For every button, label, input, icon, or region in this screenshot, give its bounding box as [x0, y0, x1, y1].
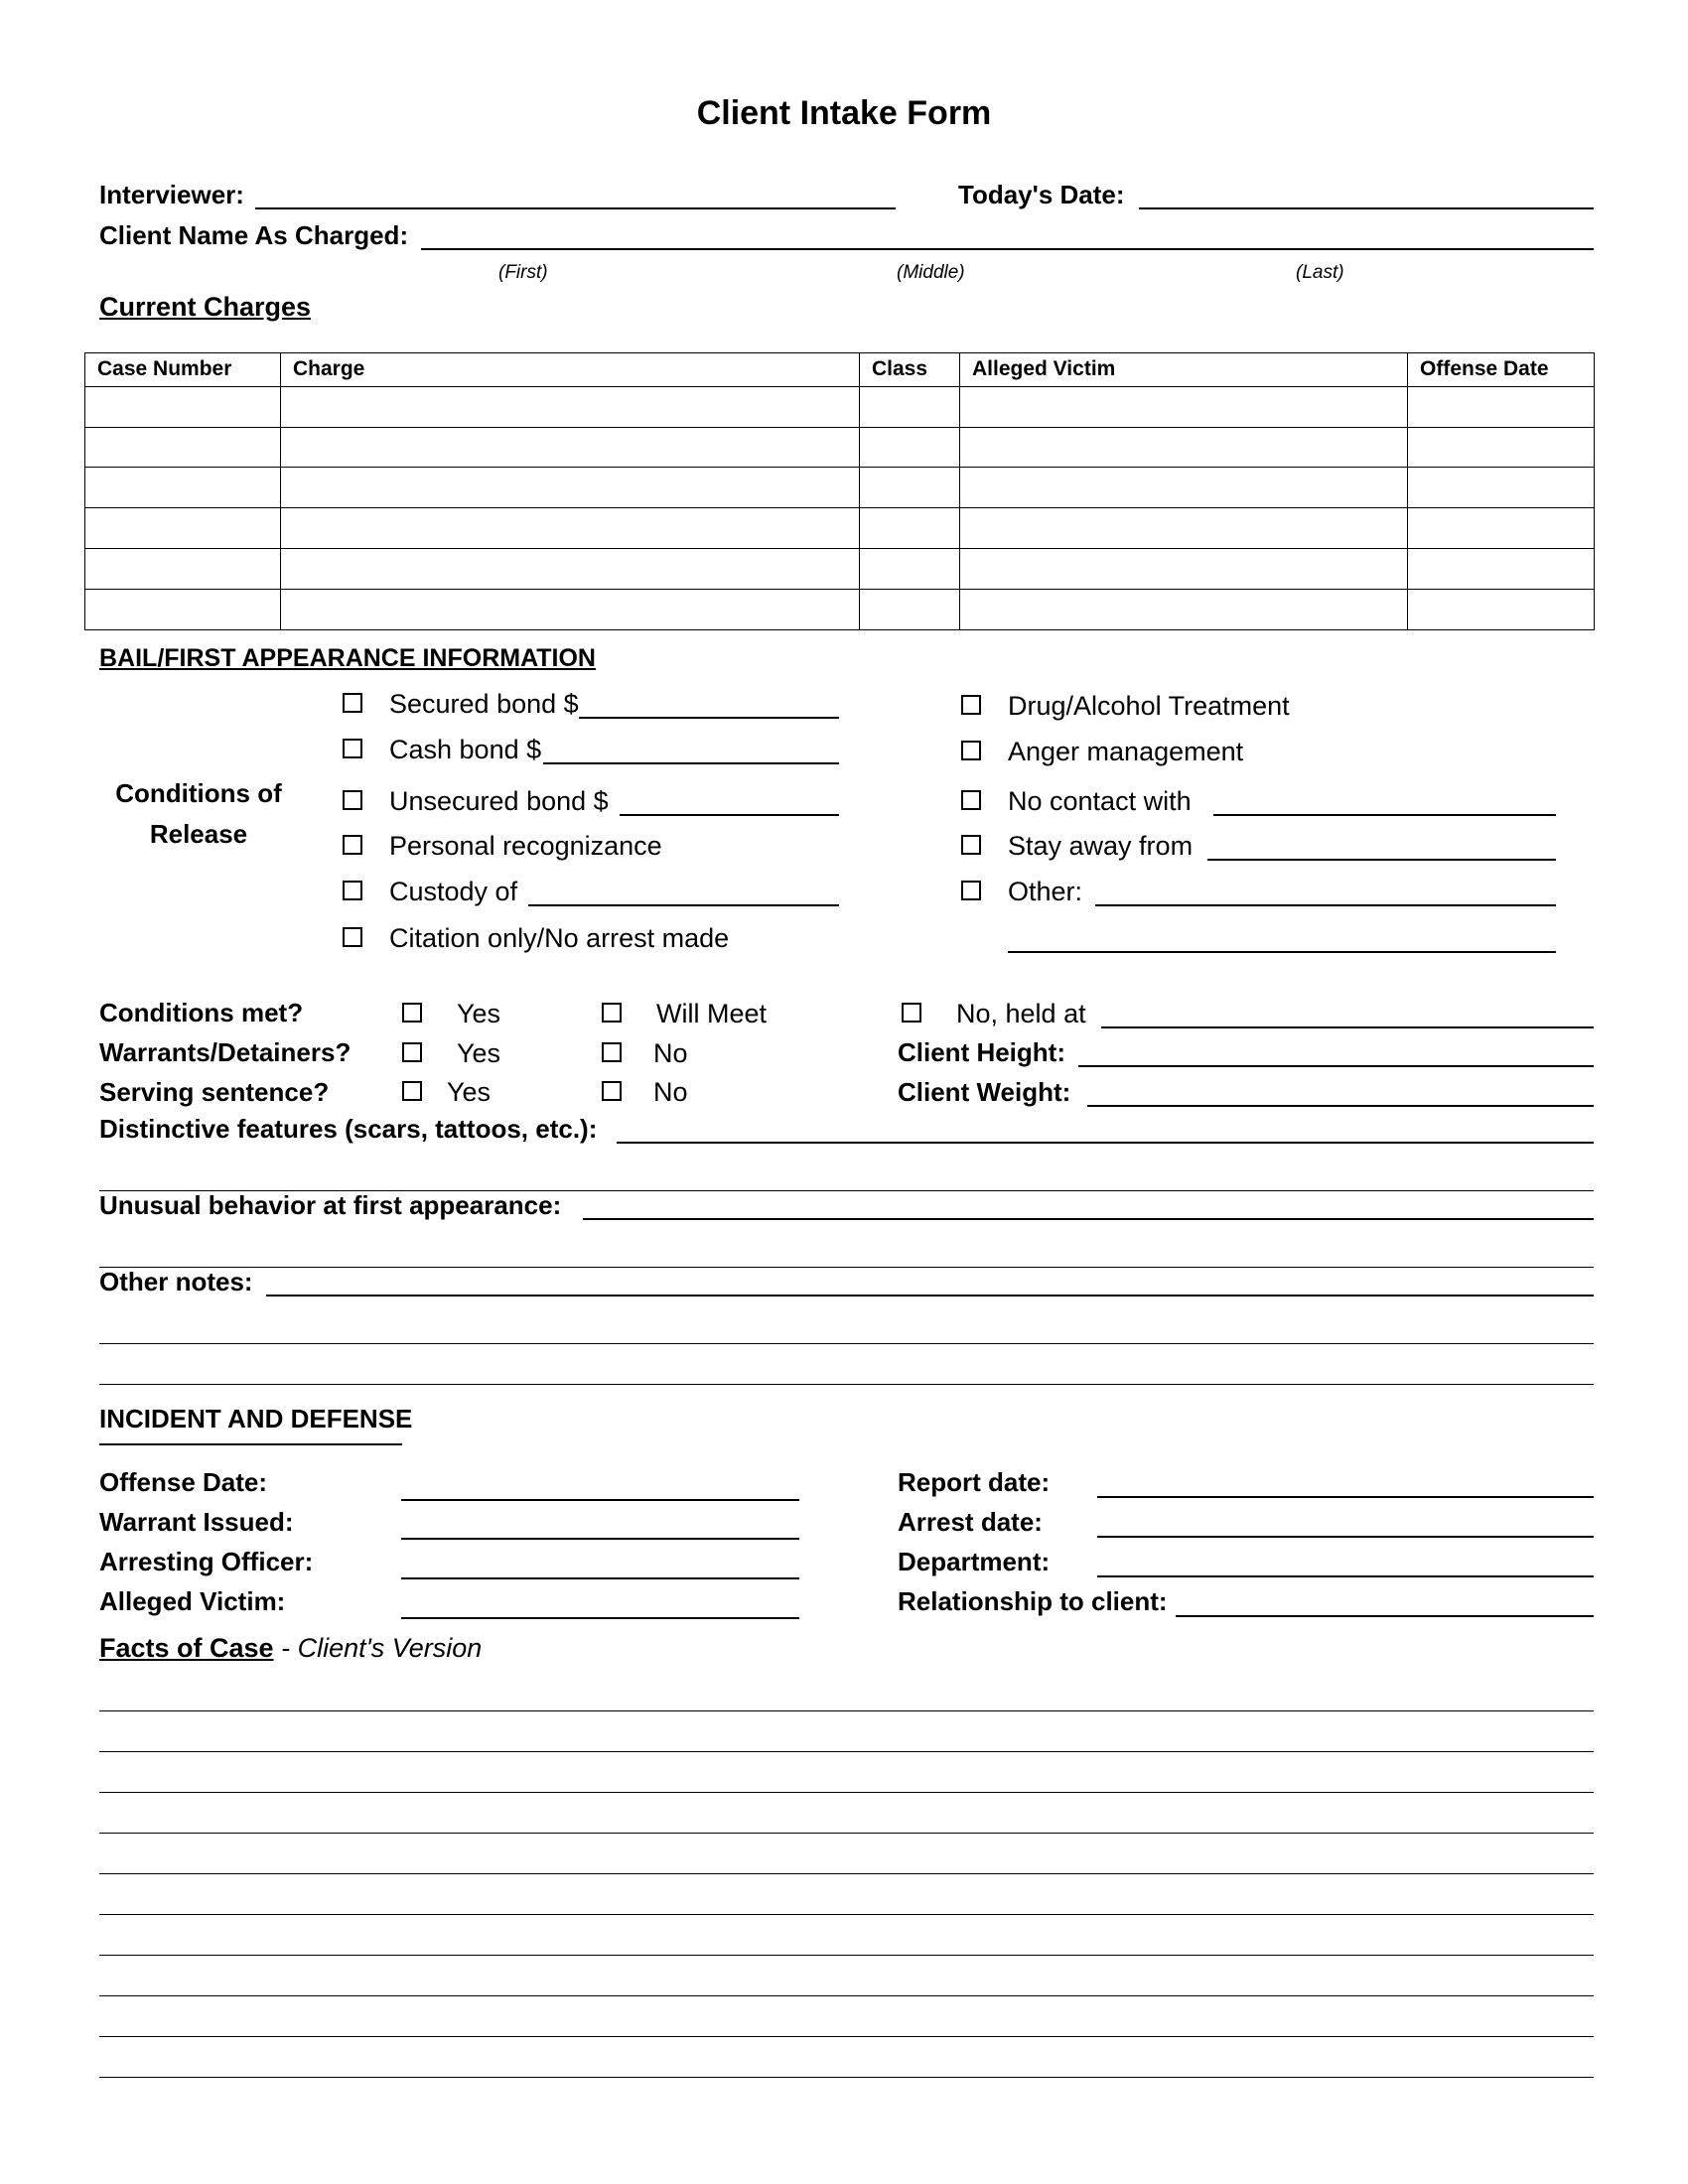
page-title: Client Intake Form	[696, 94, 992, 132]
table-cell[interactable]	[960, 386, 1408, 427]
personal-recognizance-checkbox[interactable]	[343, 835, 362, 855]
facts-line[interactable]	[99, 1751, 1594, 1752]
table-cell[interactable]	[1408, 508, 1595, 549]
other-condition-checkbox[interactable]	[961, 881, 981, 900]
arresting-officer-field[interactable]	[401, 1577, 799, 1579]
report-date-field[interactable]	[1097, 1496, 1594, 1498]
table-row	[85, 468, 1595, 508]
incident-heading: INCIDENT AND DEFENSE	[99, 1404, 413, 1433]
facts-line[interactable]	[99, 1995, 1594, 1996]
unusual-behavior-field[interactable]	[583, 1218, 1594, 1220]
serving-yes-checkbox[interactable]	[402, 1081, 422, 1101]
unsecured-bond-field[interactable]	[620, 814, 839, 816]
other-condition-field-2[interactable]	[1008, 951, 1556, 953]
drug-alcohol-label: Drug/Alcohol Treatment	[1008, 691, 1290, 721]
table-cell[interactable]	[281, 386, 860, 427]
table-row	[85, 386, 1595, 427]
serving-sentence-label: Serving sentence?	[99, 1077, 330, 1107]
relationship-field[interactable]	[1176, 1615, 1594, 1617]
serving-no-label: No	[653, 1077, 688, 1107]
table-cell[interactable]	[1408, 590, 1595, 630]
other-notes-field-3[interactable]	[99, 1384, 1594, 1385]
offense-date-field[interactable]	[401, 1499, 799, 1501]
charges-table	[84, 352, 1595, 630]
interviewer-field[interactable]	[255, 207, 896, 209]
bail-heading: BAIL/FIRST APPEARANCE INFORMATION	[99, 644, 596, 672]
table-cell[interactable]	[85, 590, 281, 630]
conditions-met-will-meet-checkbox[interactable]	[602, 1003, 622, 1023]
unsecured-bond-label: Unsecured bond $	[389, 786, 609, 816]
relationship-label: Relationship to client:	[898, 1586, 1168, 1616]
facts-line[interactable]	[99, 1955, 1594, 1956]
alleged-victim-label: Alleged Victim:	[99, 1586, 286, 1616]
cash-bond-label: Cash bond $	[389, 735, 542, 764]
other-condition-field[interactable]	[1095, 904, 1556, 906]
drug-alcohol-checkbox[interactable]	[961, 695, 981, 715]
warrant-issued-field[interactable]	[401, 1538, 799, 1540]
no-contact-checkbox[interactable]	[961, 790, 981, 810]
table-cell[interactable]	[960, 468, 1408, 508]
warrant-issued-label: Warrant Issued:	[99, 1507, 294, 1537]
col-header-charge: Charge	[281, 353, 860, 387]
today-date-label: Today's Date:	[958, 180, 1125, 209]
unusual-behavior-label: Unusual behavior at first appearance:	[99, 1190, 562, 1220]
table-cell[interactable]	[281, 590, 860, 630]
secured-bond-field[interactable]	[579, 717, 839, 719]
conditions-label-line2: Release	[149, 819, 248, 849]
warrants-yes-checkbox[interactable]	[402, 1042, 422, 1062]
interviewer-label: Interviewer:	[99, 180, 244, 209]
table-cell[interactable]	[860, 549, 960, 590]
table-row	[85, 590, 1595, 630]
table-cell[interactable]	[960, 549, 1408, 590]
conditions-met-yes-label: Yes	[457, 999, 501, 1028]
unsecured-bond-checkbox[interactable]	[343, 790, 362, 810]
client-weight-field[interactable]	[1087, 1105, 1594, 1107]
anger-management-checkbox[interactable]	[961, 741, 981, 760]
arresting-officer-label: Arresting Officer:	[99, 1547, 314, 1576]
conditions-met-will-meet-label: Will Meet	[656, 999, 768, 1028]
charges-header-row	[85, 353, 1595, 387]
table-row	[85, 549, 1595, 590]
cash-bond-field[interactable]	[543, 762, 839, 764]
cash-bond-checkbox[interactable]	[343, 739, 362, 758]
alleged-victim-field[interactable]	[401, 1617, 799, 1619]
table-row	[85, 508, 1595, 549]
warrants-no-label: No	[653, 1038, 688, 1068]
other-notes-field[interactable]	[266, 1295, 1594, 1297]
distinctive-features-field[interactable]	[617, 1142, 1594, 1144]
facts-of-case-suffix: - Client's Version	[281, 1633, 483, 1663]
citation-only-label: Citation only/No arrest made	[389, 923, 730, 953]
table-cell[interactable]	[281, 549, 860, 590]
custody-of-label: Custody of	[389, 877, 518, 906]
facts-of-case-label: Facts of Case	[99, 1633, 274, 1663]
table-cell[interactable]	[85, 427, 281, 468]
serving-yes-label: Yes	[447, 1077, 492, 1107]
other-notes-field-2[interactable]	[99, 1343, 1594, 1344]
conditions-met-no-checkbox[interactable]	[902, 1003, 921, 1023]
anger-management-label: Anger management	[1008, 737, 1244, 766]
warrants-yes-label: Yes	[457, 1038, 501, 1068]
table-cell[interactable]	[1408, 468, 1595, 508]
facts-line[interactable]	[99, 1914, 1594, 1915]
table-cell[interactable]	[85, 468, 281, 508]
client-name-label: Client Name As Charged:	[99, 220, 409, 250]
table-cell[interactable]	[85, 386, 281, 427]
arrest-date-field[interactable]	[1097, 1536, 1594, 1538]
client-weight-label: Client Weight:	[898, 1077, 1071, 1107]
citation-only-checkbox[interactable]	[343, 927, 362, 947]
distinctive-features-label: Distinctive features (scars, tattoos, etc.):	[99, 1114, 598, 1144]
name-first-caption: (First)	[498, 262, 548, 283]
table-cell[interactable]	[860, 427, 960, 468]
other-condition-label: Other:	[1008, 877, 1083, 906]
today-date-field[interactable]	[1139, 207, 1594, 209]
stay-away-field[interactable]	[1207, 859, 1556, 861]
table-cell[interactable]	[281, 427, 860, 468]
table-cell[interactable]	[860, 590, 960, 630]
facts-line[interactable]	[99, 1792, 1594, 1793]
conditions-met-label: Conditions met?	[99, 998, 304, 1027]
warrants-no-checkbox[interactable]	[602, 1042, 622, 1062]
arrest-date-label: Arrest date:	[898, 1507, 1043, 1537]
custody-of-field[interactable]	[528, 904, 839, 906]
col-header-class: Class	[860, 353, 960, 387]
client-height-label: Client Height:	[898, 1037, 1065, 1067]
facts-line[interactable]	[99, 1833, 1594, 1834]
table-cell[interactable]	[281, 468, 860, 508]
table-cell[interactable]	[281, 508, 860, 549]
department-field[interactable]	[1097, 1575, 1594, 1577]
table-cell[interactable]	[1408, 549, 1595, 590]
table-cell[interactable]	[860, 508, 960, 549]
no-contact-field[interactable]	[1213, 814, 1556, 816]
other-notes-label: Other notes:	[99, 1267, 253, 1297]
table-cell[interactable]	[960, 427, 1408, 468]
no-contact-label: No contact with	[1008, 786, 1192, 816]
conditions-met-no-label: No, held at	[956, 999, 1086, 1028]
stay-away-label: Stay away from	[1008, 831, 1194, 861]
offense-date-label: Offense Date:	[99, 1467, 268, 1497]
facts-of-case-heading	[99, 1633, 482, 1664]
serving-no-checkbox[interactable]	[602, 1081, 622, 1101]
name-last-caption: (Last)	[1296, 262, 1344, 283]
incident-heading-rule	[99, 1443, 402, 1445]
stay-away-checkbox[interactable]	[961, 835, 981, 855]
facts-line[interactable]	[99, 2036, 1594, 2037]
col-header-alleged-victim: Alleged Victim	[960, 353, 1408, 387]
held-at-field[interactable]	[1101, 1026, 1594, 1028]
personal-recognizance-label: Personal recognizance	[389, 831, 662, 861]
client-name-field[interactable]	[421, 248, 1594, 250]
col-header-offense-date: Offense Date	[1408, 353, 1595, 387]
department-label: Department:	[898, 1547, 1051, 1576]
custody-of-checkbox[interactable]	[343, 881, 362, 900]
name-middle-caption: (Middle)	[897, 262, 965, 283]
table-cell[interactable]	[960, 508, 1408, 549]
unusual-behavior-field-2[interactable]	[99, 1267, 1594, 1268]
current-charges-heading: Current Charges	[99, 292, 312, 322]
facts-line[interactable]	[99, 1873, 1594, 1874]
secured-bond-checkbox[interactable]	[343, 693, 362, 713]
client-height-field[interactable]	[1078, 1065, 1594, 1067]
report-date-label: Report date:	[898, 1467, 1051, 1497]
table-cell[interactable]	[85, 508, 281, 549]
table-cell[interactable]	[960, 590, 1408, 630]
facts-line[interactable]	[99, 2077, 1594, 2078]
col-header-case-number: Case Number	[85, 353, 281, 387]
table-row	[85, 427, 1595, 468]
table-cell[interactable]	[1408, 427, 1595, 468]
conditions-label-line1: Conditions of	[115, 778, 282, 808]
table-cell[interactable]	[85, 549, 281, 590]
table-cell[interactable]	[1408, 386, 1595, 427]
conditions-met-yes-checkbox[interactable]	[402, 1003, 422, 1023]
facts-line[interactable]	[99, 1710, 1594, 1711]
table-cell[interactable]	[860, 468, 960, 508]
warrants-label: Warrants/Detainers?	[99, 1037, 352, 1067]
secured-bond-label: Secured bond $	[389, 689, 579, 719]
table-cell[interactable]	[860, 386, 960, 427]
